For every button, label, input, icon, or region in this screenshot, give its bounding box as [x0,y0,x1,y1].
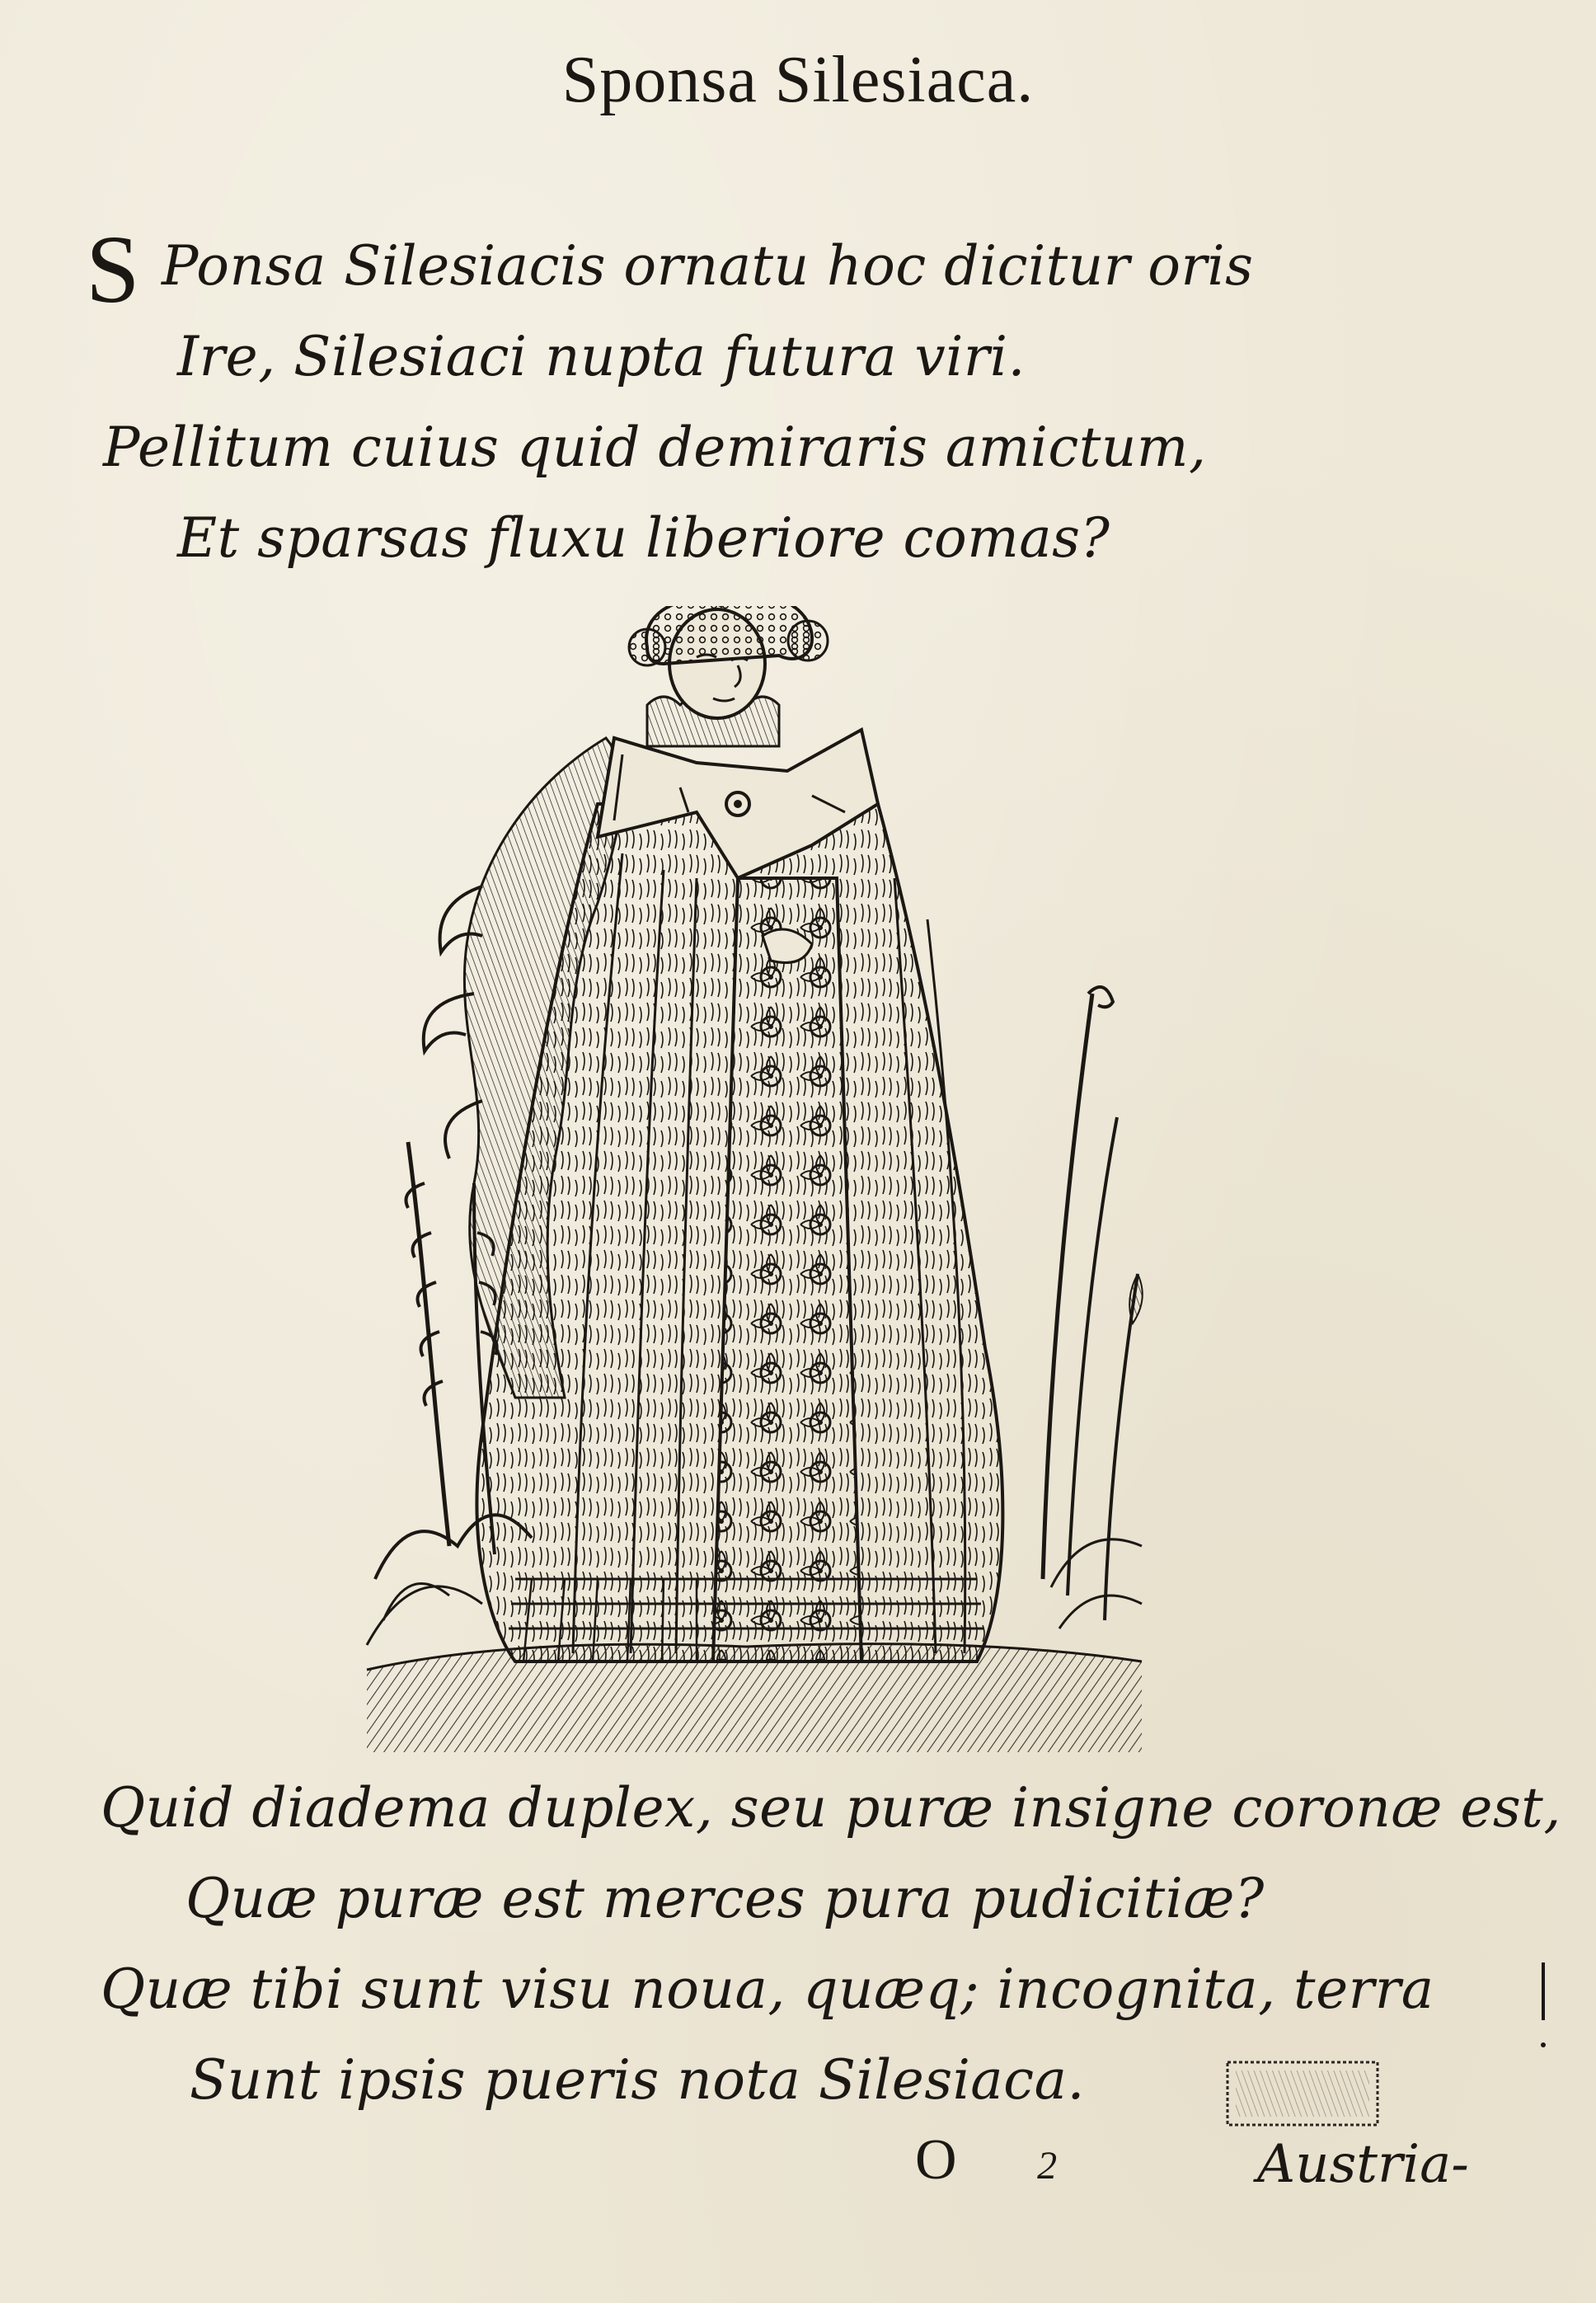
woodcut-bride-figure-icon [350,606,1158,1752]
lower-verse-line-2: Quæ puræ est merces pura pudicitiæ? [185,1867,1265,1930]
upper-verse-line-4: Et sparsas fluxu liberiore comas? [177,506,1110,570]
upper-verse-line-1: Ponsa Silesiacis ornatu hoc dicitur oris [162,234,1254,298]
page-title: Sponsa Silesiaca. [561,44,1035,116]
signature-mark [915,2127,1057,2193]
catchword: Austria- [1257,2134,1469,2195]
lower-verse-line-3: Quæ tibi sunt visu noua, quæq; incognita, terra [101,1958,1434,2021]
library-stamp-icon [1224,2057,1381,2130]
upper-verse-line-3: Pellitum cuius quid demiraris amictum, [103,416,1207,479]
signature-letter: O [915,2128,957,2192]
margin-mark-icon [1540,1962,1547,2053]
signature-number: 2 [1037,2144,1058,2188]
lower-verse-line-4: Sunt ipsis pueris nota Silesiaca. [190,2048,1085,2112]
upper-verse-line-2: Ire, Silesiaci nupta futura viri. [177,325,1026,388]
lower-verse-line-1: Quid diadema duplex, seu puræ insigne coronæ est, [101,1776,1561,1840]
initial-letter: S [86,215,140,323]
